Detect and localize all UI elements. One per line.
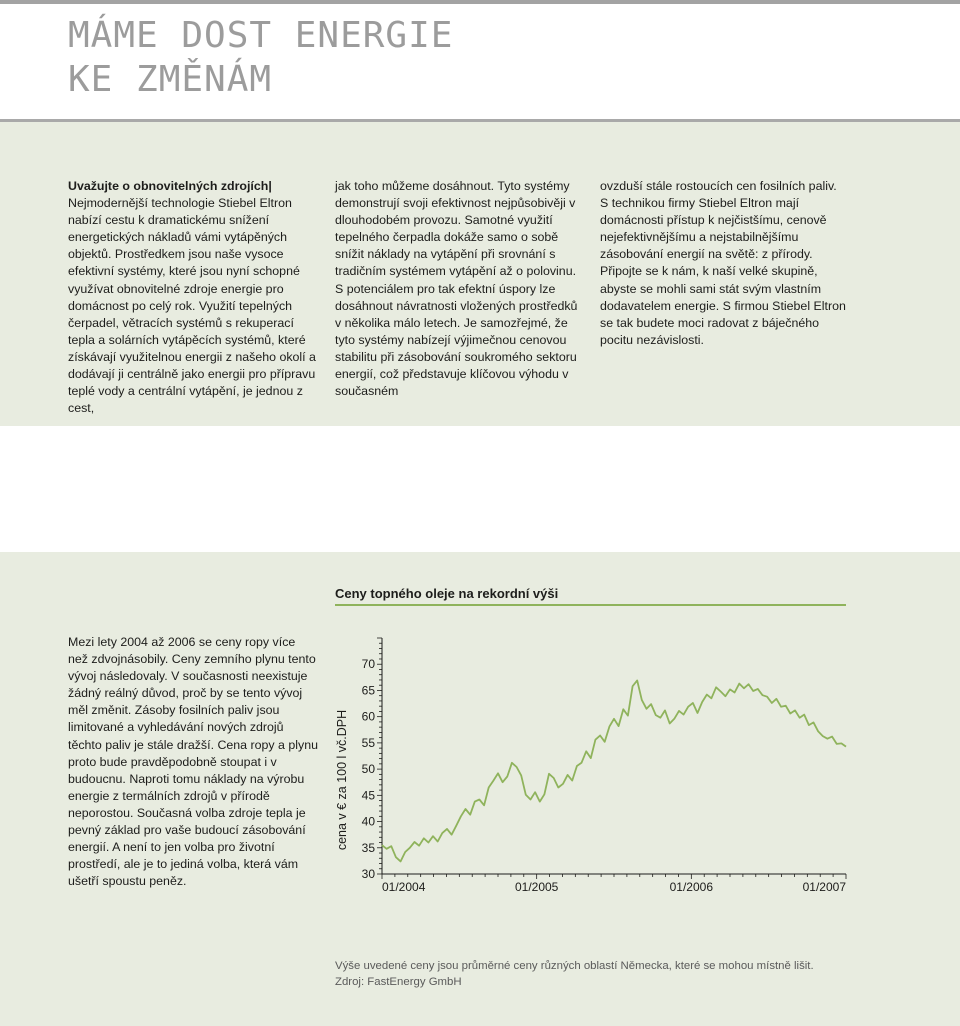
intro-lead: Uvažujte o obnovitelných zdrojích xyxy=(68,179,269,193)
intro-column-2: jak toho můžeme dosáhnout. Tyto systémy demonstrují svoji efektivnost nejpůsobivěji v dlouhodobém provozu. Samotné využití tepelného čerpadla dokáže samo o sobě snížit náklady na vytápění při srovnání s tradičním systémem vytápění až o polovinu. S potenciálem pro tak efektní úspory lze dosáhnout návratnosti vložených prostředků v několika málo letech. Je samozřejmé, že tyto systémy nabízejí výjimečnou cenovou stabilitu při zásobování soukromého sektoru energií, což představuje klíčovou výhodu v současném xyxy=(335,179,578,399)
chart-side-text: Mezi lety 2004 až 2006 se ceny ropy více než zdvojnásobily. Ceny zemního plynu tento vývoj následovaly. V současnosti neexistuje žádný reálný důvod, proč by se tento vývoj měl změnit. Zásoby fosilních paliv jsou limitované a vyhledávání nových zdrojů těchto paliv je stále dražší. Cena ropy a plynu proto bude pravděpodobně stoupat i v budoucnu. Naproti tomu náklady na výrobu energie z termálních zdrojů v přírodě neporostou. Současná volba zdroje tepla je pevný základ pro vaše budoucí zásobování energií. A není to jen volba pro životní prostředí, ale je to jediná volba, která vám ušetří spoustu peněz. xyxy=(68,635,319,889)
x-tick-label: 01/2006 xyxy=(669,880,714,894)
price-series-line xyxy=(382,681,846,862)
y-tick-label: 30 xyxy=(361,867,375,881)
y-tick-label: 70 xyxy=(361,657,375,672)
y-tick-label: 60 xyxy=(361,709,375,724)
intro-separator: | xyxy=(268,179,272,193)
footnote-source: Zdroj: FastEnergy GmbH xyxy=(335,976,462,988)
y-tick-label: 55 xyxy=(361,735,375,750)
page-title-line1: MÁME DOST ENERGIE xyxy=(68,15,454,56)
y-tick-label: 40 xyxy=(361,814,375,829)
page-title-line2: KE ZMĚNÁM xyxy=(68,59,273,100)
x-tick-label: 01/2007 xyxy=(802,880,846,894)
x-tick-label: 01/2004 xyxy=(382,880,426,894)
y-tick-label: 50 xyxy=(361,762,375,777)
y-tick-label: 45 xyxy=(361,788,375,803)
top-rule xyxy=(0,0,960,4)
intro-column-3: ovzduší stále rostoucích cen fosilních paliv. S technikou firmy Stiebel Eltron mají domácnosti přístup k nejčistšímu, cenově nejefektivnějšímu a nejstabilnějšímu zásobování energií na světě: z přírody. Připojte se k nám, k naší velké skupině, abyste se mohli sami stát svým vlastním dodavatelem energie. S firmou Stiebel Eltron se tak budete moci radovat z báječného pocitu nezávislosti. xyxy=(600,179,846,347)
chart-title: Ceny topného oleje na rekordní výši xyxy=(335,586,559,601)
footnote-line-1: Výše uvedené ceny jsou průměrné ceny různých oblastí Německa, které se mohou místně lišit. xyxy=(335,960,814,972)
y-tick-label: 35 xyxy=(361,840,375,855)
price-chart xyxy=(330,630,860,895)
chart-ticks xyxy=(362,638,847,894)
footnote xyxy=(335,958,895,990)
chart-axes xyxy=(382,638,846,874)
intro-column-1-text: Nejmodernější technologie Stiebel Eltron nabízí cestu k dramatickému snížení energetických nákladů vámi vytápěných objektů. Prostředkem jsou naše vysoce efektivní systémy, které jsou nyní schopné využívat obnovitelné zdroje energie pro domácnost po celý rok. Využití tepelných čerpadel, větracích systémů s rekuperací tepla a solárních vytápěcích systémů, které získávají využitelnou energii z našeho okolí a dodávají ji centrálně jako energii pro přípravu teplé vody a centrální vytápění, je jednou z cest, xyxy=(68,196,316,416)
intro-column-1 xyxy=(68,178,316,417)
x-tick-label: 01/2005 xyxy=(514,880,559,894)
chart-title-rule xyxy=(335,604,846,606)
y-tick-label: 65 xyxy=(361,683,375,698)
page-title xyxy=(68,14,453,102)
y-axis-label: cena v € za 100 l vč.DPH xyxy=(335,709,349,851)
chart-lines xyxy=(382,681,846,862)
